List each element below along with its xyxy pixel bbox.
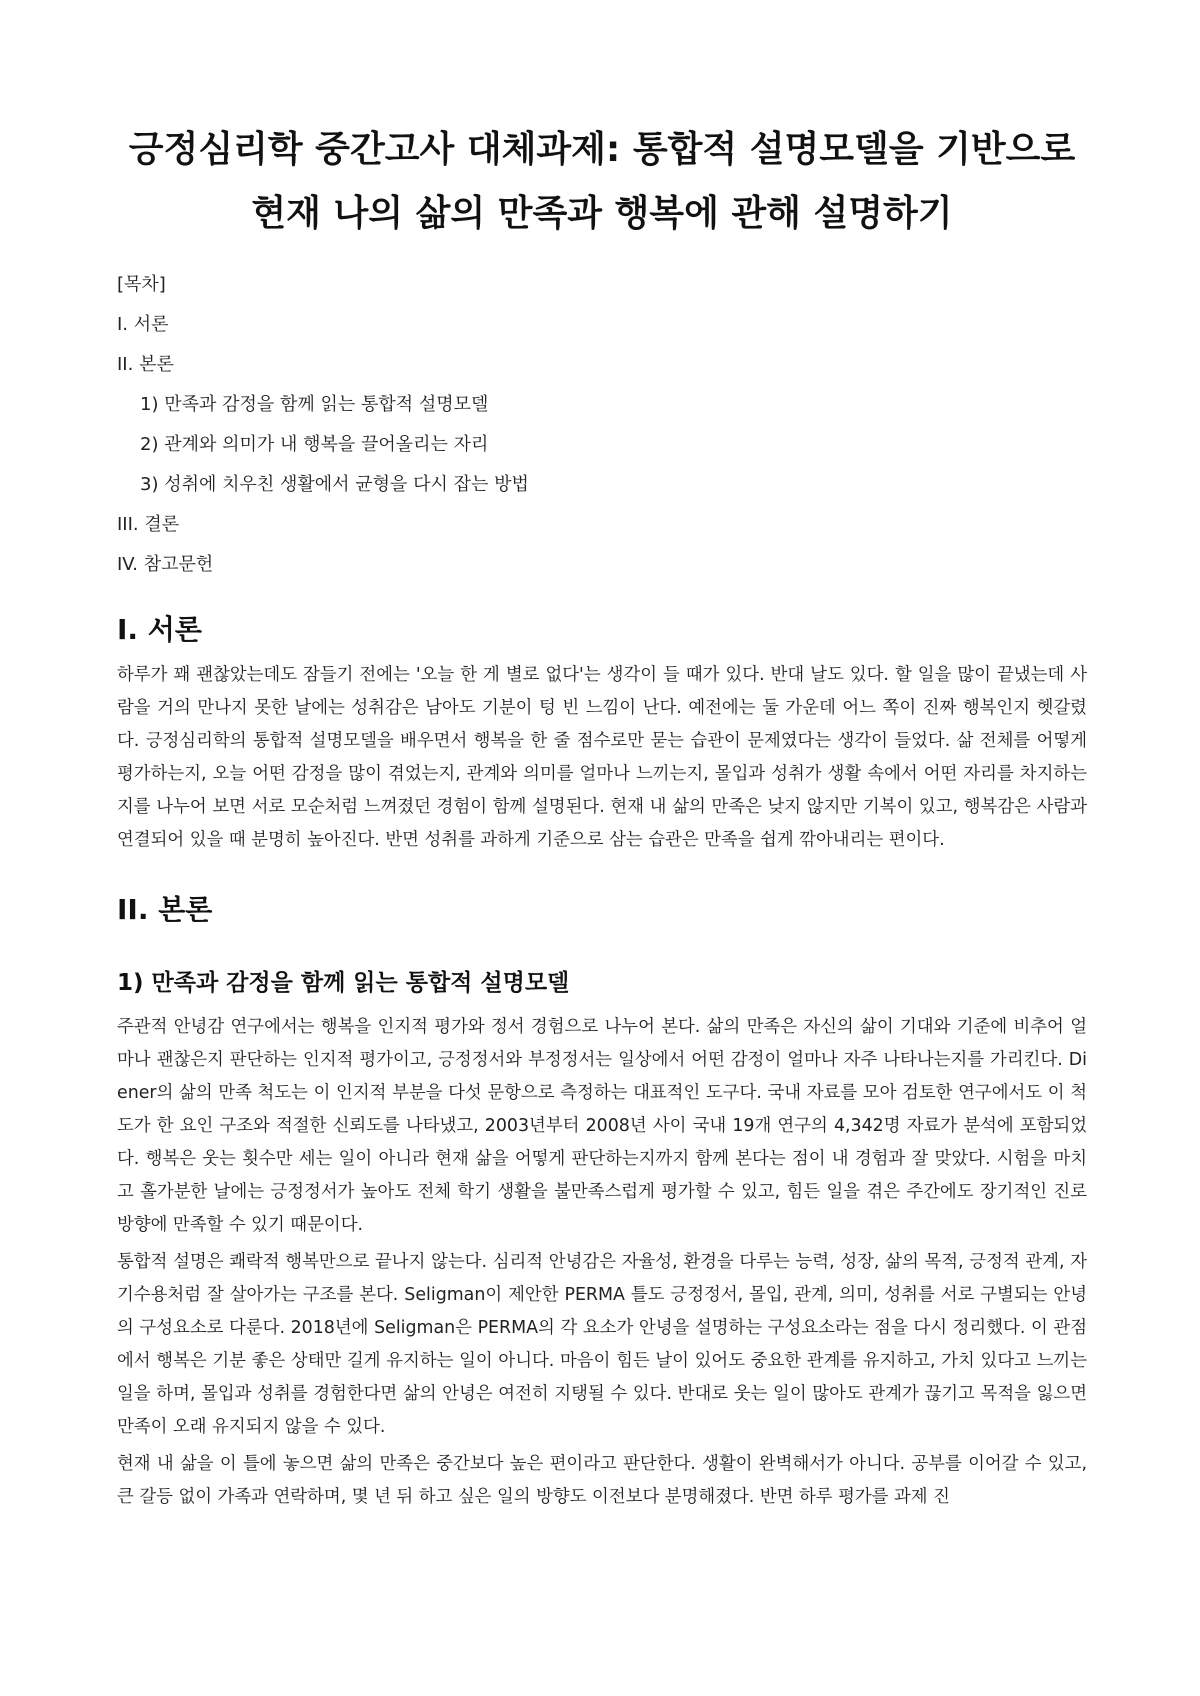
subsection-heading-1: 1) 만족과 감정을 함께 읽는 통합적 설명모델 <box>117 970 570 996</box>
title-line-1: 긍정심리학 중간고사 대체과제: 통합적 설명모델을 기반으로 <box>128 129 1076 170</box>
document-title <box>117 118 1087 246</box>
toc-item-main-body: II. 본론 <box>117 354 174 375</box>
section-heading-introduction: I. 서론 <box>117 613 202 646</box>
toc-item-introduction: I. 서론 <box>117 314 169 335</box>
toc-heading: [목차] <box>117 274 166 295</box>
toc-subitem-1: 1) 만족과 감정을 함께 읽는 통합적 설명모델 <box>140 394 489 415</box>
toc-subitem-3: 3) 성취에 치우친 생활에서 균형을 다시 잡는 방법 <box>140 474 529 495</box>
table-of-contents <box>117 272 1087 577</box>
section-heading-main-body: II. 본론 <box>117 893 213 926</box>
toc-item-references: IV. 참고문헌 <box>117 554 214 575</box>
body-paragraph-1: 주관적 안녕감 연구에서는 행복을 인지적 평가와 정서 경험으로 나누어 본다. 삶의 만족은 자신의 삶이 기대와 기준에 비추어 얼마나 괜찮은지 판단하는 인지적 평가이고, 긍정정서와 부정정서는 일상에서 어떤 감정이 얼마나 자주 나타나는지를 가리킨다. Diener의 삶의 만족 척도는 이 인지적 부분을 다섯 문항으로 측정하는 대표적인 도구다. 국내 자료를 모아 검토한 연구에서도 이 척도가 한 요인 구조와 적절한 신뢰도를 나타냈고, 2003년부터 2008년 사이 국내 19개 연구의 4,342명 자료가 분석에 포함되었다. 행복은 웃는 횟수만 세는 일이 아니라 현재 삶을 어떻게 판단하는지까지 함께 본다는 점이 내 경험과 잘 맞았다. 시험을 마치고 홀가분한 날에는 긍정정서가 높아도 전체 학기 생활을 불만족스럽게 평가할 수 있고, 힘든 일을 겪은 주간에도 장기적인 진로 방향에 만족할 수 있기 때문이다. <box>117 1017 1087 1235</box>
toc-item-conclusion: III. 결론 <box>117 514 180 535</box>
toc-subitem-2: 2) 관계와 의미가 내 행복을 끌어올리는 자리 <box>140 434 489 455</box>
introduction-paragraph: 하루가 꽤 괜찮았는데도 잠들기 전에는 '오늘 한 게 별로 없다'는 생각이 들 때가 있다. 반대 날도 있다. 할 일을 많이 끝냈는데 사람을 거의 만나지 못한 날에는 성취감은 남아도 기분이 텅 빈 느낌이 난다. 예전에는 둘 가운데 어느 쪽이 진짜 행복인지 헷갈렸다. 긍정심리학의 통합적 설명모델을 배우면서 행복을 한 줄 점수로만 묻는 습관이 문제였다는 생각이 들었다. 삶 전체를 어떻게 평가하는지, 오늘 어떤 감정을 많이 겪었는지, 관계와 의미를 얼마나 느끼는지, 몰입과 성취가 생활 속에서 어떤 자리를 차지하는지를 나누어 보면 서로 모순처럼 느껴졌던 경험이 함께 설명된다. 현재 내 삶의 만족은 낮지 않지만 기복이 있고, 행복감은 사람과 연결되어 있을 때 분명히 높아진다. 반면 성취를 과하게 기준으로 삼는 습관은 만족을 쉽게 깎아내리는 편이다. <box>117 665 1087 850</box>
title-line-2: 현재 나의 삶의 만족과 행복에 관해 설명하기 <box>251 193 953 234</box>
body-paragraph-2: 통합적 설명은 쾌락적 행복만으로 끝나지 않는다. 심리적 안녕감은 자율성, 환경을 다루는 능력, 성장, 삶의 목적, 긍정적 관계, 자기수용처럼 잘 살아가는 구조를 본다. Seligman이 제안한 PERMA 틀도 긍정정서, 몰입, 관계, 의미, 성취를 서로 구별되는 안녕의 구성요소로 다룬다. 2018년에 Seligman은 PERMA의 각 요소가 안녕을 설명하는 구성요소라는 점을 다시 정리했다. 이 관점에서 행복은 기분 좋은 상태만 길게 유지하는 일이 아니다. 마음이 힘든 날이 있어도 중요한 관계를 유지하고, 가치 있다고 느끼는 일을 하며, 몰입과 성취를 경험한다면 삶의 안녕은 여전히 지탱될 수 있다. 반대로 웃는 일이 많아도 관계가 끊기고 목적을 잃으면 만족이 오래 유지되지 않을 수 있다. <box>117 1252 1087 1437</box>
body-paragraph-3: 현재 내 삶을 이 틀에 놓으면 삶의 만족은 중간보다 높은 편이라고 판단한다. 생활이 완벽해서가 아니다. 공부를 이어갈 수 있고, 큰 갈등 없이 가족과 연락하며, 몇 년 뒤 하고 싶은 일의 방향도 이전보다 분명해졌다. 반면 하루 평가를 과제 진 <box>117 1454 1087 1507</box>
